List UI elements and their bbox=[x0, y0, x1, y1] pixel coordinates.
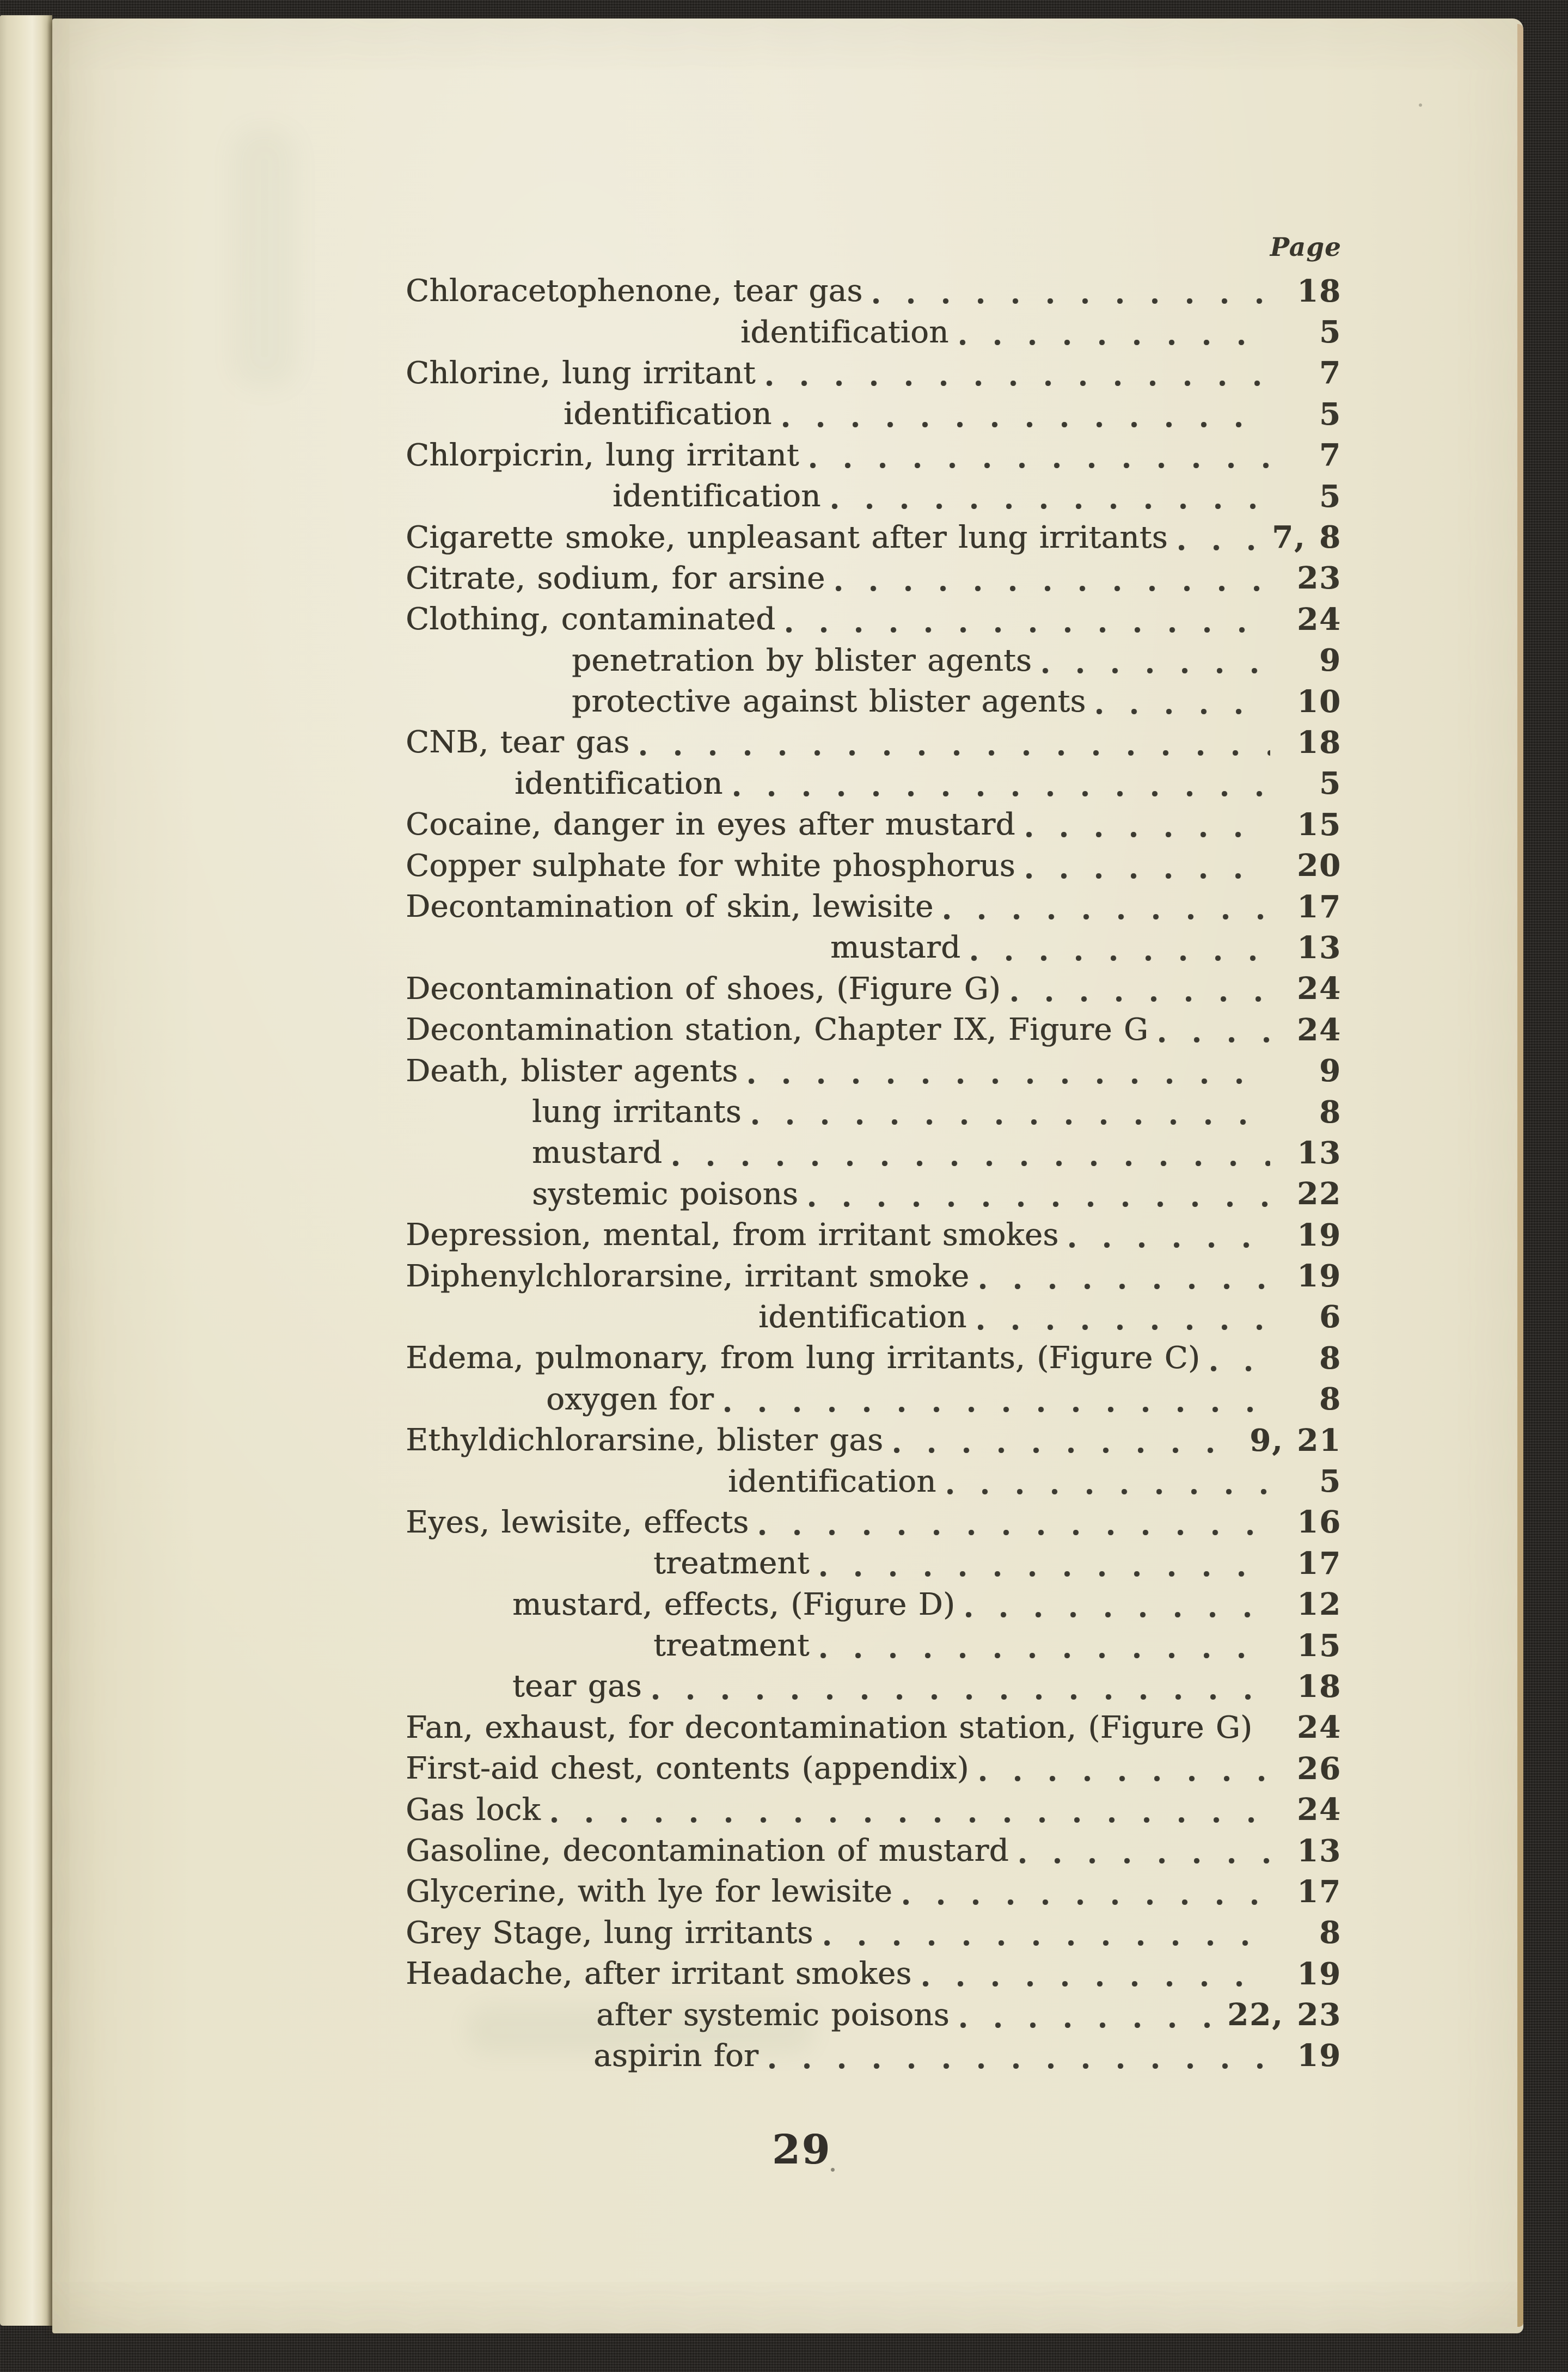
index-entry-page-number: 17 bbox=[1297, 888, 1342, 925]
dot-leader bbox=[725, 1407, 1270, 1412]
index-entry-row bbox=[406, 1092, 1342, 1132]
dot-leader bbox=[1097, 709, 1270, 714]
index-entry-term: Copper sulphate for white phosphorus bbox=[406, 848, 1015, 884]
dot-leader bbox=[980, 1284, 1270, 1289]
index-entry-page-number: 19 bbox=[1297, 1258, 1342, 1295]
index-entry-term: Grey Stage, lung irritants bbox=[406, 1915, 813, 1951]
index-entry-term: identification bbox=[514, 765, 723, 801]
dot-leader bbox=[640, 750, 1270, 756]
dot-leader bbox=[903, 1899, 1270, 1905]
dot-leader bbox=[734, 791, 1270, 796]
index-entry-term: Headache, after irritant smokes bbox=[406, 1956, 912, 1992]
index-entry-page-number: 9, 21 bbox=[1250, 1422, 1342, 1458]
index-entry-term: Decontamination of skin, lewisite bbox=[406, 889, 934, 925]
index-entry-page-number: 13 bbox=[1297, 929, 1342, 966]
index-entry-row bbox=[406, 599, 1342, 640]
dot-leader bbox=[894, 1448, 1235, 1453]
dot-leader bbox=[1026, 873, 1270, 879]
index-entry-row bbox=[406, 1379, 1342, 1420]
index-entry-row bbox=[406, 394, 1342, 434]
index-entry-row bbox=[406, 722, 1342, 763]
dot-leader bbox=[783, 422, 1270, 427]
index-entry-term: systemic poisons bbox=[532, 1176, 799, 1212]
index-entry-row bbox=[406, 1913, 1342, 1953]
index-entry-term: treatment bbox=[653, 1546, 810, 1582]
dot-leader bbox=[980, 1776, 1270, 1781]
dot-leader bbox=[832, 504, 1270, 509]
index-entry-page-number: 18 bbox=[1297, 273, 1342, 309]
index-entry-term: identification bbox=[612, 479, 821, 514]
dot-leader bbox=[1026, 832, 1270, 837]
index-entry-row bbox=[406, 476, 1342, 517]
index-entry-row bbox=[406, 1050, 1342, 1091]
dot-leader bbox=[552, 1817, 1270, 1823]
index-entry-term: Gas lock bbox=[406, 1792, 541, 1828]
index-entry-term: Cigarette smoke, unpleasant after lung irritants bbox=[406, 519, 1168, 555]
index-entry-page-number: 22 bbox=[1297, 1176, 1342, 1212]
dot-leader bbox=[749, 1078, 1270, 1084]
index-entry-term: Citrate, sodium, for arsine bbox=[406, 560, 825, 596]
dot-leader bbox=[1159, 1037, 1270, 1043]
index-entry-page-number: 24 bbox=[1297, 1709, 1342, 1746]
dot-leader bbox=[1069, 1242, 1270, 1248]
index-entry-term: mustard bbox=[532, 1135, 663, 1171]
index-entry-page-number: 22, 23 bbox=[1227, 1997, 1342, 2033]
index-entry-row bbox=[406, 804, 1342, 845]
index-entry-term: protective against blister agents bbox=[572, 684, 1086, 720]
index-entry-page-number: 15 bbox=[1297, 1627, 1342, 1664]
index-entry-term: identification bbox=[740, 314, 949, 350]
index-entry-page-number: 5 bbox=[1319, 1463, 1342, 1500]
book-page bbox=[52, 19, 1523, 2333]
index-entry-term: Ethyldichlorarsine, blister gas bbox=[406, 1423, 884, 1458]
index-entry-term: Decontamination of shoes, (Figure G) bbox=[406, 971, 1001, 1007]
index-entry-row bbox=[406, 1584, 1342, 1625]
index-entry-row bbox=[406, 1338, 1342, 1378]
index-entry-row bbox=[406, 1420, 1342, 1461]
page-thickness-edge bbox=[1517, 24, 1523, 2327]
index-list bbox=[406, 234, 1342, 2076]
index-entry-page-number: 24 bbox=[1297, 1792, 1342, 1828]
index-entry-term: aspirin for bbox=[593, 2038, 759, 2074]
index-entry-term: Cocaine, danger in eyes after mustard bbox=[406, 807, 1015, 843]
index-entry-page-number: 7 bbox=[1319, 437, 1342, 474]
index-entry-row bbox=[406, 1297, 1342, 1338]
index-entry-term: identification bbox=[758, 1299, 967, 1335]
index-entry-term: treatment bbox=[653, 1628, 810, 1664]
index-entry-page-number: 6 bbox=[1319, 1299, 1342, 1335]
index-entry-row bbox=[406, 271, 1342, 311]
index-entry-row bbox=[406, 681, 1342, 722]
index-entry-term: mustard, effects, (Figure D) bbox=[512, 1586, 955, 1622]
dot-leader bbox=[653, 1694, 1270, 1700]
index-entry-page-number: 19 bbox=[1297, 1217, 1342, 1253]
index-entry-page-number: 12 bbox=[1297, 1586, 1342, 1623]
index-entry-term: Eyes, lewisite, effects bbox=[406, 1504, 749, 1540]
index-entry-page-number: 18 bbox=[1297, 1668, 1342, 1705]
index-entry-page-number: 8 bbox=[1319, 1340, 1342, 1376]
dot-leader bbox=[960, 340, 1270, 345]
dot-leader bbox=[752, 1119, 1270, 1125]
index-entry-row bbox=[406, 845, 1342, 886]
dot-leader bbox=[923, 1981, 1271, 1987]
index-entry-row bbox=[406, 969, 1342, 1009]
index-entry-row bbox=[406, 1994, 1342, 2035]
index-entry-page-number: 5 bbox=[1319, 765, 1342, 802]
index-entry-page-number: 9 bbox=[1319, 642, 1342, 679]
index-entry-row bbox=[406, 558, 1342, 599]
index-entry-page-number: 7 bbox=[1319, 355, 1342, 391]
index-entry-row bbox=[406, 1132, 1342, 1173]
index-entry-term: identification bbox=[564, 396, 772, 432]
ink-showthrough-smudge bbox=[232, 127, 297, 389]
index-entry-row bbox=[406, 1748, 1342, 1789]
index-entry-row bbox=[406, 1502, 1342, 1543]
dot-leader bbox=[1211, 1366, 1270, 1371]
index-entry-page-number: 19 bbox=[1297, 1956, 1342, 1992]
dot-leader bbox=[836, 586, 1270, 591]
previous-page-edge bbox=[0, 15, 52, 2326]
index-entry-row bbox=[406, 1461, 1342, 1501]
dot-leader bbox=[944, 914, 1270, 920]
index-entry-page-number: 16 bbox=[1297, 1504, 1342, 1541]
dot-leader bbox=[1012, 996, 1270, 1002]
index-entry-row bbox=[406, 640, 1342, 681]
dot-leader bbox=[673, 1161, 1270, 1166]
index-entry-row bbox=[406, 1953, 1342, 1994]
index-entry-term: Chlorpicrin, lung irritant bbox=[406, 437, 799, 473]
dot-leader bbox=[971, 955, 1270, 961]
index-entry-row bbox=[406, 1215, 1342, 1255]
dot-leader bbox=[809, 1202, 1270, 1207]
index-entry-term: Gasoline, decontamination of mustard bbox=[406, 1833, 1009, 1869]
dot-leader bbox=[820, 1571, 1270, 1577]
index-entry-page-number: 8 bbox=[1319, 1094, 1342, 1130]
dot-leader bbox=[786, 627, 1270, 633]
index-entry-row bbox=[406, 2036, 1342, 2076]
index-entry-page-number: 24 bbox=[1297, 601, 1342, 638]
dot-leader bbox=[769, 2063, 1270, 2069]
index-entry-row bbox=[406, 1009, 1342, 1050]
paper-speck bbox=[1419, 103, 1422, 107]
dot-leader bbox=[1043, 668, 1270, 673]
index-entry-term: oxygen for bbox=[546, 1381, 714, 1417]
index-entry-row bbox=[406, 1625, 1342, 1666]
index-entry-term: lung irritants bbox=[532, 1094, 742, 1130]
index-entry-row bbox=[406, 927, 1342, 968]
index-entry-page-number: 17 bbox=[1297, 1545, 1342, 1582]
index-entry-term: tear gas bbox=[512, 1669, 642, 1705]
index-entry-page-number: 18 bbox=[1297, 724, 1342, 761]
index-entry-page-number: 19 bbox=[1297, 2038, 1342, 2074]
dot-leader bbox=[810, 463, 1270, 468]
index-entry-row bbox=[406, 517, 1342, 557]
dot-leader bbox=[978, 1325, 1270, 1330]
index-entry-term: Fan, exhaust, for decontamination station, (Figure G) bbox=[406, 1709, 1253, 1745]
index-entry-row bbox=[406, 1871, 1342, 1912]
index-entry-row bbox=[406, 1830, 1342, 1871]
index-entry-page-number: 24 bbox=[1297, 1012, 1342, 1048]
index-entry-page-number: 5 bbox=[1319, 314, 1342, 351]
index-entry-page-number: 20 bbox=[1297, 848, 1342, 884]
dot-leader bbox=[966, 1612, 1270, 1617]
index-entry-page-number: 13 bbox=[1297, 1832, 1342, 1869]
dot-leader bbox=[820, 1653, 1270, 1658]
index-entry-term: mustard bbox=[830, 930, 961, 966]
index-entry-page-number: 13 bbox=[1297, 1135, 1342, 1171]
dot-leader bbox=[873, 298, 1270, 304]
index-entry-term: Decontamination station, Chapter IX, Figure G bbox=[406, 1012, 1149, 1048]
index-entry-page-number: 9 bbox=[1319, 1053, 1342, 1089]
index-entry-term: Chloracetophenone, tear gas bbox=[406, 273, 863, 309]
index-entry-row bbox=[406, 1174, 1342, 1215]
dot-leader bbox=[1179, 545, 1258, 550]
index-entry-term: First-aid chest, contents (appendix) bbox=[406, 1751, 969, 1787]
index-entry-term: identification bbox=[728, 1463, 936, 1499]
page-column-header: Page bbox=[1270, 232, 1342, 262]
index-entry-page-number: 7, 8 bbox=[1272, 519, 1342, 556]
index-entry-row bbox=[406, 1543, 1342, 1584]
index-entry-row bbox=[406, 311, 1342, 352]
index-entry-page-number: 17 bbox=[1297, 1873, 1342, 1910]
index-entry-row bbox=[406, 1666, 1342, 1707]
index-entry-row bbox=[406, 1255, 1342, 1296]
index-entry-page-number: 15 bbox=[1297, 806, 1342, 843]
index-entry-page-number: 23 bbox=[1297, 560, 1342, 597]
index-entry-term: Edema, pulmonary, from lung irritants, (Figure C) bbox=[406, 1340, 1200, 1376]
index-entry-row bbox=[406, 353, 1342, 394]
index-entry-page-number: 5 bbox=[1319, 478, 1342, 514]
index-entry-term: after systemic poisons bbox=[596, 1997, 950, 2033]
index-entry-term: Clothing, contaminated bbox=[406, 602, 776, 638]
dot-leader bbox=[767, 381, 1270, 386]
index-entry-term: CNB, tear gas bbox=[406, 725, 630, 761]
index-entry-row bbox=[406, 435, 1342, 476]
index-entry-term: Chlorine, lung irritant bbox=[406, 355, 756, 391]
index-entry-row bbox=[406, 886, 1342, 927]
index-entry-row bbox=[406, 1789, 1342, 1830]
index-entry-page-number: 5 bbox=[1319, 396, 1342, 432]
dot-leader bbox=[1020, 1858, 1270, 1864]
index-entry-page-number: 10 bbox=[1297, 683, 1342, 720]
dot-leader bbox=[947, 1489, 1270, 1494]
index-entry-term: penetration by blister agents bbox=[572, 642, 1032, 678]
index-entry-term: Glycerine, with lye for lewisite bbox=[406, 1874, 892, 1910]
index-rows bbox=[406, 271, 1342, 2076]
folio-page-number: 29 bbox=[772, 2126, 831, 2173]
index-entry-term: Diphenylchlorarsine, irritant smoke bbox=[406, 1258, 970, 1294]
index-entry-page-number: 8 bbox=[1319, 1381, 1342, 1418]
dot-leader bbox=[824, 1940, 1270, 1946]
index-entry-page-number: 24 bbox=[1297, 971, 1342, 1007]
index-entry-row bbox=[406, 1707, 1342, 1748]
dot-leader bbox=[960, 2022, 1213, 2028]
index-entry-page-number: 8 bbox=[1319, 1915, 1342, 1951]
index-entry-term: Depression, mental, from irritant smokes bbox=[406, 1217, 1059, 1253]
dot-leader bbox=[759, 1530, 1270, 1535]
index-entry-row bbox=[406, 763, 1342, 804]
index-entry-term: Death, blister agents bbox=[406, 1053, 738, 1089]
index-entry-page-number: 26 bbox=[1297, 1750, 1342, 1787]
dot-leader bbox=[1263, 1735, 1270, 1740]
